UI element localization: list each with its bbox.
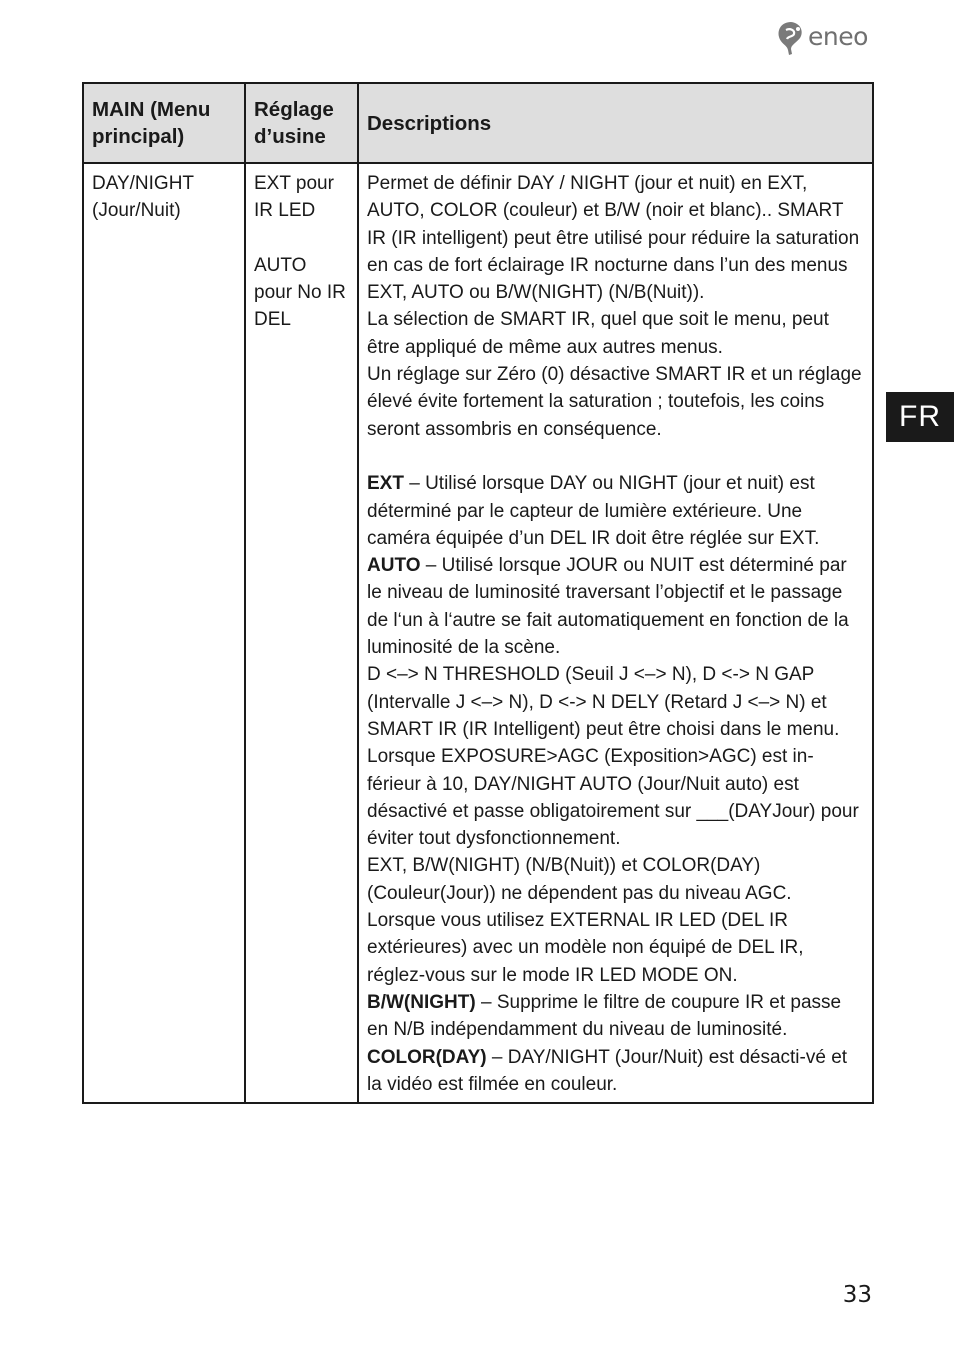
desc-intro-1: Permet de définir DAY / NIGHT (jour et nuit) en EXT, AUTO, COLOR (couleur) et B/W (noir et blanc).. SMART IR (IR intelligent) peut être utilisé pour réduire la saturation en cas de fort éclairage IR nocturne dans l’un des menus EXT, AUTO ou B/W(NIGHT) (N/B(Nuit)). xyxy=(367,173,860,304)
header-main-menu: MAIN (Menu principal) xyxy=(83,83,245,163)
default-auto: AUTO pour No IR DEL xyxy=(254,254,346,331)
language-tab-fr: FR xyxy=(886,392,954,442)
desc-ext xyxy=(367,470,864,552)
settings-table xyxy=(82,82,874,1104)
default-ext: EXT pour IR LED xyxy=(254,173,334,222)
menu-item-day-night: DAY/NIGHT (Jour/Nuit) xyxy=(92,173,194,222)
eneo-logo-icon xyxy=(776,20,806,56)
header-descriptions: Descriptions xyxy=(358,83,873,163)
ext-text: – Utilisé lorsque DAY ou NIGHT (jour et nuit) est déterminé par le capteur de lumière extérieure. Une caméra équipée d’un DEL IR doit être réglée sur EXT. xyxy=(367,473,820,549)
desc-intro-3: Un réglage sur Zéro (0) désactive SMART IR et un réglage élevé évite fortement la saturation ; toutefois, les coins seront assombris en conséquence. xyxy=(367,364,862,440)
color-text: – DAY/NIGHT (Jour/Nuit) est désacti-vé et la vidéo est filmée en couleur. xyxy=(367,1046,848,1095)
cell-main-menu xyxy=(83,163,245,1103)
auto-label: AUTO xyxy=(367,555,421,577)
table-row xyxy=(83,163,873,1103)
table-header-row xyxy=(83,83,873,163)
desc-auto-3: Lorsque EXPOSURE>AGC (Exposition>AGC) est in-férieur à 10, DAY/NIGHT AUTO (Jour/Nuit auto) est désactivé et passe obligatoirement sur ___(DAYJour) pour éviter tout dysfonctionnement. xyxy=(367,746,859,850)
brand-logo xyxy=(776,18,876,58)
desc-intro-2: La sélection de SMART IR, quel que soit le menu, peut être appliqué de même aux autres menus. xyxy=(367,309,829,358)
logo-text: eneo xyxy=(808,22,868,51)
auto-text: – Utilisé lorsque JOUR ou NUIT est déterminé par le niveau de luminosité traversant l’objectif et le passage de l‘un à l‘autre se fait automatiquement en fonction de la luminosité de la scène. xyxy=(367,555,849,659)
header-factory-setting: Réglage d’usine xyxy=(245,83,358,163)
desc-bw xyxy=(367,989,864,1044)
page-number: 33 xyxy=(842,1282,872,1308)
color-label: COLOR(DAY) xyxy=(367,1046,487,1068)
bw-label: B/W(NIGHT) xyxy=(367,991,476,1013)
desc-auto-2: D <–> N THRESHOLD (Seuil J <–> N), D <-> N GAP (Intervalle J <–> N), D <-> N DELY (Retard J <–> N) et SMART IR (IR Intelligent) peut être choisi dans le menu. xyxy=(367,664,840,740)
cell-factory-setting xyxy=(245,163,358,1103)
desc-auto-4: EXT, B/W(NIGHT) (N/B(Nuit)) et COLOR(DAY) (Couleur(Jour)) ne dépendent pas du niveau AGC. xyxy=(367,855,792,904)
desc-color xyxy=(367,1044,864,1099)
desc-auto-5: Lorsque vous utilisez EXTERNAL IR LED (DEL IR extérieures) avec un modèle non équipé de DEL IR, réglez-vous sur le mode IR LED MODE ON. xyxy=(367,910,804,986)
ext-label: EXT xyxy=(367,473,404,495)
desc-auto xyxy=(367,552,864,661)
bw-text: – Supprime le filtre de coupure IR et passe en N/B indépendamment du niveau de luminosité. xyxy=(367,991,842,1041)
cell-description xyxy=(358,163,873,1103)
